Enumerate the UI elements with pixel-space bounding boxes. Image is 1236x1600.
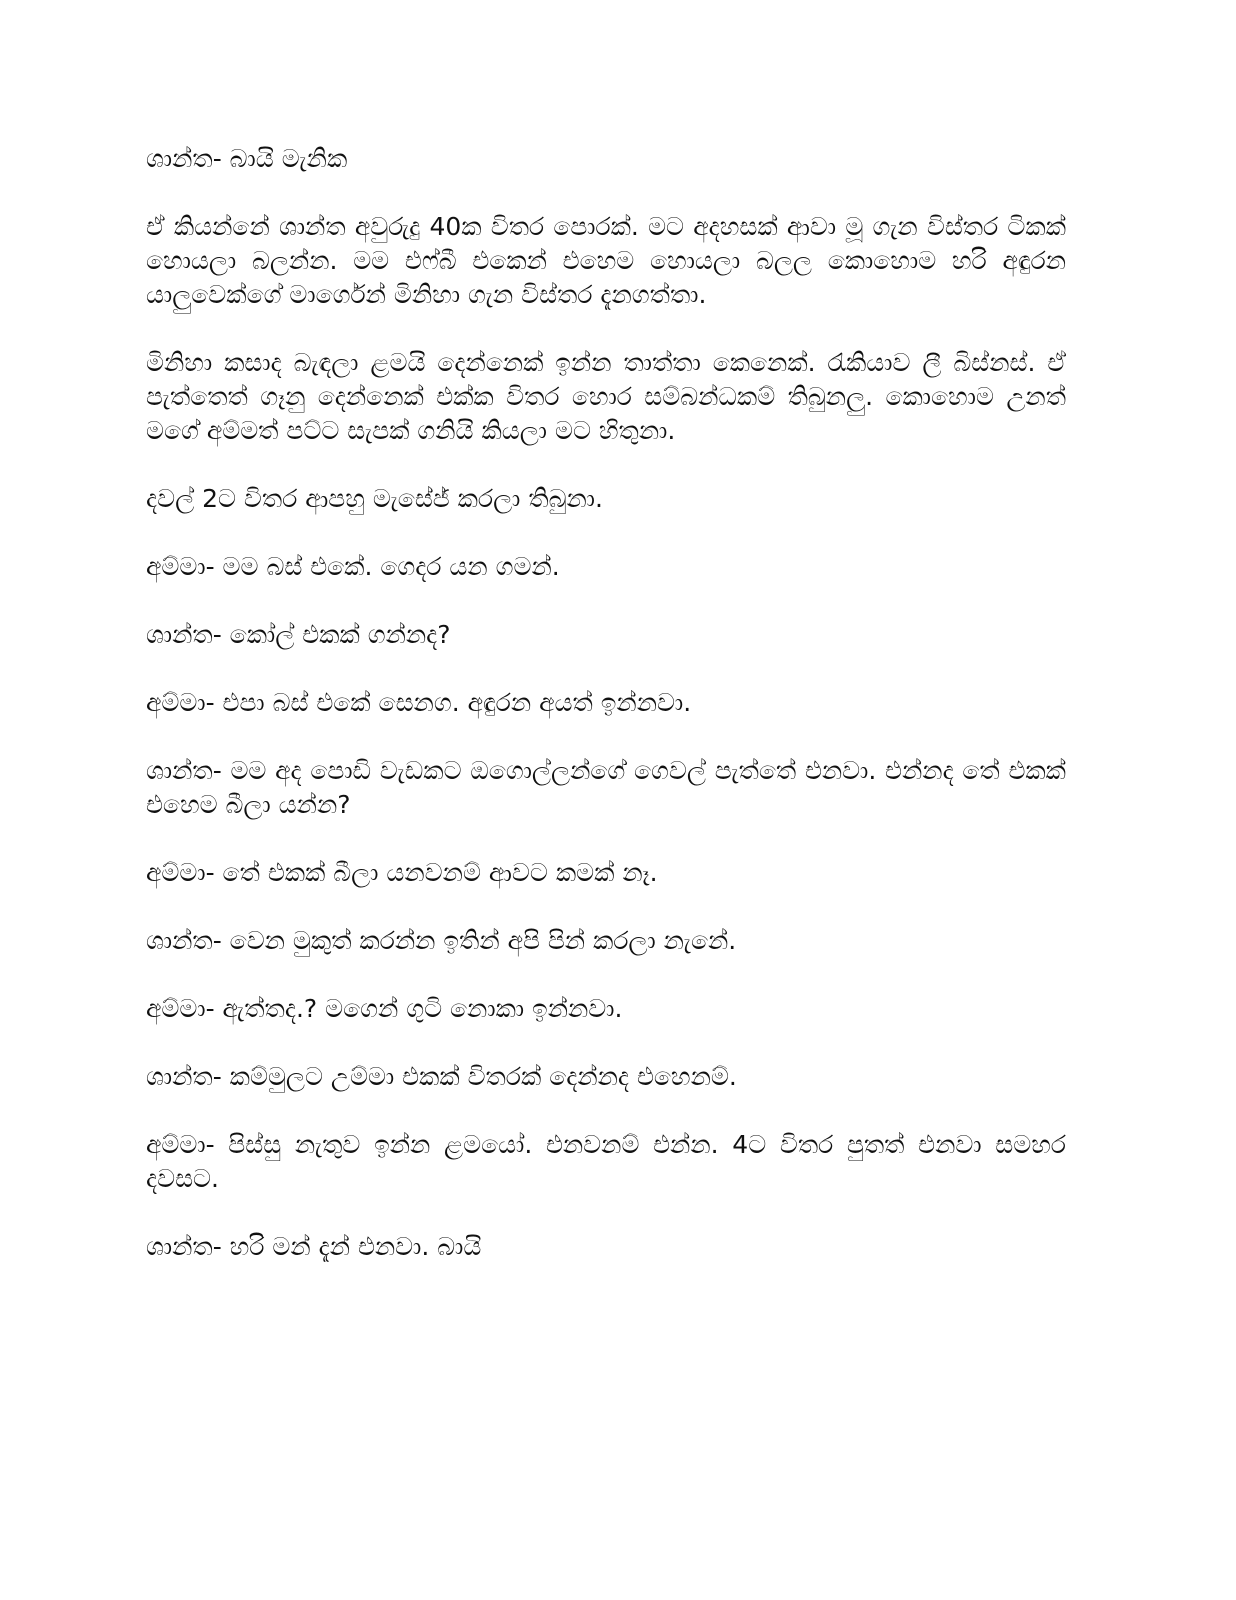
paragraph: අම්මා- මම බස් එකේ. ගෙදර යන ගමන්. (146, 552, 560, 581)
paragraph: දවල් 2ට විතර ආපහු මැසේජ් කරලා තිබුනා. (146, 484, 603, 513)
paragraph: ශාන්ත- හරි මන් දැන් එනවා. බායි (146, 1232, 482, 1261)
paragraph: ශාන්ත- මම අද පොඩි වැඩකට ඔගොල්ලන්ගේ ගෙවල් පැත්තේ එනවා. එන්නද තේ එකක් එහෙම බීලා යන්න? (146, 756, 1066, 819)
paragraph: ශාන්ත- කෝල් එකක් ගන්නද? (146, 620, 451, 649)
paragraph: අම්මා- ඇත්තද.? මගෙන් ගුටි නොකා ඉන්නවා. (146, 994, 623, 1023)
paragraph: අම්මා- තේ එකක් බීලා යනවනම් ආවට කමක් නෑ. (146, 858, 658, 887)
paragraph: ඒ කියන්නේ ශාන්ත අවුරුදු 40ක විතර පොරක්. මට අදහසක් ආවා මූ ගැන විස්තර ටිකක් හොයලා බලන්න. මම එෆ්බී එකෙන් එහෙම හොයලා බලල කොහොම හරි අඳුරන යාලුවෙක්ගේ මාර්ගෙන් මිනිහා ගැන විස්තර දැනගත්තා. (146, 212, 1066, 309)
paragraph: ශාන්ත- කම්මුලට උම්මා එකක් විතරක් දෙන්නද එහෙනම්. (146, 1062, 737, 1091)
document-body (146, 142, 1066, 1298)
paragraph: අම්මා- පිස්සු නැතුව ඉන්න ළමයෝ. එනවනම් එන්න. 4ට විතර පුතත් එනවා සමහර දවසට. (146, 1130, 1066, 1193)
paragraph: මිනිහා කසාද බැඳලා ළමයි දෙන්නෙක් ඉන්න තාත්තා කෙනෙක්. රැකියාව ලී බිස්නස්. ඒ පැත්තෙත් ගෑනු දෙන්නෙක් එක්ක විතර හොර සම්බන්ධකම් තිබුනලු. කොහොම උනත් මගේ අම්මත් පට්ට සැපක් ගනියි කියලා මට හිතුනා. (146, 348, 1066, 445)
paragraph: ශාන්ත- වෙන මුකුත් කරන්න ඉතින් අපි පින් කරලා නැනේ. (146, 926, 737, 955)
paragraph: අම්මා- එපා බස් එකේ සෙනග. අඳුරන අයත් ඉන්නවා. (146, 688, 692, 717)
paragraph: ශාන්ත- බායි මැනික (146, 144, 348, 173)
